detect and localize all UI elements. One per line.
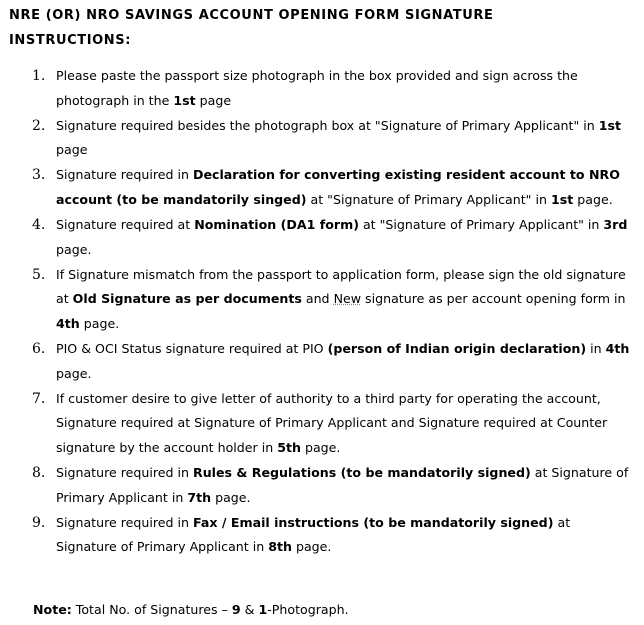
item-text: page. bbox=[291, 539, 332, 555]
list-item bbox=[0, 213, 644, 262]
item-text: If Signature mismatch from the passport to application form, please sign the old signature at bbox=[56, 266, 626, 307]
item-text: page. bbox=[573, 191, 613, 207]
section-name: Fax / Email instructions (to be mandatorily signed) bbox=[193, 514, 554, 530]
list-item bbox=[0, 511, 644, 560]
page-ref: 3rd bbox=[603, 217, 628, 233]
item-text: Signature required in bbox=[56, 167, 194, 183]
page-ref: 1st bbox=[173, 92, 196, 108]
note-label: Note: bbox=[33, 602, 72, 617]
note-text: -Photograph. bbox=[267, 602, 349, 617]
photograph-count: 1 bbox=[258, 602, 268, 617]
item-text: page bbox=[195, 92, 232, 108]
item-text: and bbox=[301, 291, 334, 307]
section-name: Declaration for converting existing resident account to NRO account (to be mandatorily singed) bbox=[56, 167, 620, 207]
item-text: Signature required at bbox=[56, 217, 195, 233]
list-item bbox=[0, 114, 644, 163]
item-text: PIO & OCI Status signature required at PIO bbox=[56, 341, 328, 357]
list-item bbox=[0, 263, 644, 337]
section-name: (person of Indian origin declaration) bbox=[327, 341, 587, 357]
list-item bbox=[0, 163, 644, 212]
list-item bbox=[0, 387, 644, 461]
list-item bbox=[0, 337, 644, 386]
item-number: 1. bbox=[32, 68, 46, 84]
item-text: Signature required in bbox=[56, 514, 194, 530]
item-text: page. bbox=[56, 365, 92, 381]
item-text: page. bbox=[211, 489, 251, 505]
page-ref: 8th bbox=[268, 539, 292, 555]
page-ref: 1st bbox=[598, 117, 622, 133]
section-name: Nomination (DA1 form) bbox=[194, 217, 359, 233]
item-text: Please paste the passport size photograph in the box provided and sign across the photograph in the bbox=[56, 68, 578, 108]
item-number: 2. bbox=[32, 117, 46, 134]
item-text: in bbox=[586, 341, 606, 357]
item-text: page. bbox=[79, 315, 120, 331]
item-number: 7. bbox=[32, 390, 46, 407]
title-line-2: INSTRUCTIONS: bbox=[9, 33, 132, 48]
section-name: Old Signature as per documents bbox=[72, 291, 302, 307]
item-number: 4. bbox=[32, 217, 46, 234]
item-number: 3. bbox=[32, 167, 46, 184]
item-text: at "Signature of Primary Applicant" in bbox=[358, 217, 604, 233]
signature-count: 9 bbox=[231, 602, 241, 617]
item-text: signature as per account opening form in bbox=[361, 291, 626, 307]
item-text: at "Signature of Primary Applicant" in bbox=[306, 191, 551, 207]
note-text: Total No. of Signatures – bbox=[71, 602, 232, 617]
item-text: page. bbox=[56, 241, 92, 257]
note-line bbox=[33, 600, 349, 620]
page-ref: 1st bbox=[550, 191, 574, 207]
item-number: 9. bbox=[32, 514, 46, 531]
item-text: Signature required besides the photograph box at "Signature of Primary Applicant" in bbox=[56, 117, 599, 133]
item-text: page. bbox=[300, 439, 341, 455]
page-ref: 7th bbox=[187, 489, 212, 505]
document-title bbox=[9, 3, 609, 53]
list-item bbox=[0, 64, 644, 113]
instruction-list bbox=[0, 64, 644, 560]
page-ref: 4th bbox=[605, 341, 630, 357]
item-text: If customer desire to give letter of authority to a third party for operating the account, Signature required at Signature of Primary Applicant and Signature required at Counter signature by the account holder in bbox=[56, 390, 608, 455]
item-text: Signature required in bbox=[56, 465, 194, 480]
page-ref: 5th bbox=[277, 439, 301, 455]
item-text: page bbox=[56, 142, 88, 158]
list-item bbox=[0, 461, 644, 510]
title-line-1: NRE (OR) NRO SAVINGS ACCOUNT OPENING FORM SIGNATURE bbox=[9, 8, 494, 23]
item-number: 8. bbox=[32, 465, 46, 481]
item-text: at Signature of Primary Applicant in bbox=[56, 514, 571, 555]
section-name: Rules & Regulations (to be mandatorily signed) bbox=[193, 465, 531, 480]
note-text: & bbox=[240, 602, 259, 617]
item-number: 6. bbox=[32, 341, 46, 358]
item-text: at Signature of Primary Applicant in bbox=[56, 465, 629, 505]
spellcheck-word: New bbox=[333, 291, 362, 307]
item-number: 5. bbox=[32, 266, 46, 283]
page-ref: 4th bbox=[56, 315, 80, 331]
